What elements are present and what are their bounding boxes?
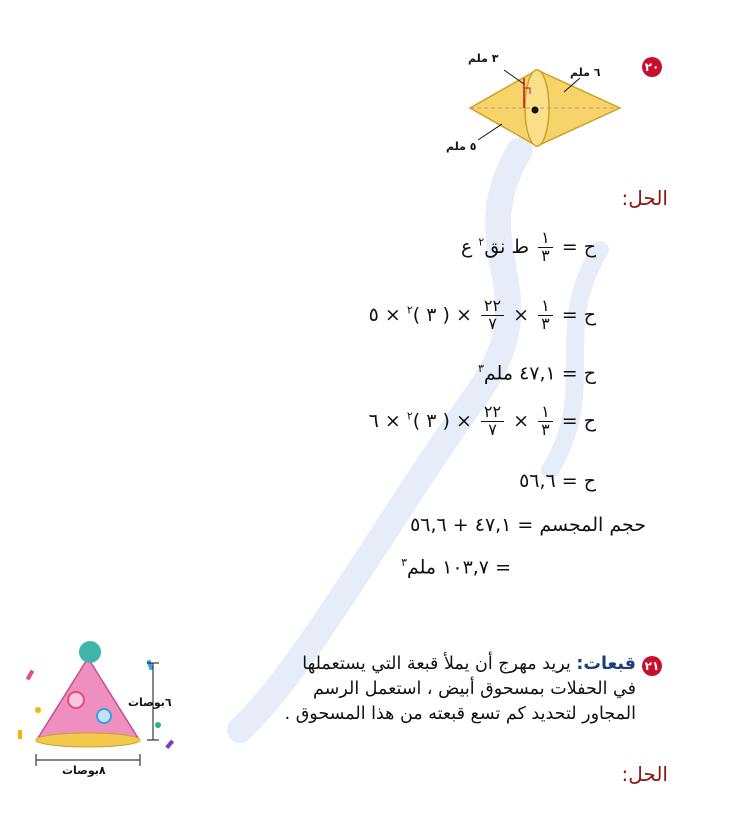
question-21-text	[186, 652, 636, 727]
eq7-sup: ٣	[401, 556, 407, 569]
eq2-f1-den: ٣	[541, 313, 550, 333]
eq4-f2-num: ٢٢	[481, 404, 504, 422]
question-21-number: ٢١	[644, 659, 660, 673]
eq1-frac-num: ١	[538, 230, 553, 248]
eq3-sup: ٣	[477, 362, 484, 375]
eq4-f1-den: ٣	[541, 419, 550, 439]
center-dot	[532, 107, 539, 114]
eq2-end: × ٥	[368, 303, 401, 326]
hat-height-label: ٦بوصات	[128, 696, 172, 709]
radius-leader	[504, 70, 524, 84]
eq4-end: × ٦	[368, 409, 401, 432]
eq2-sup: ٢	[406, 303, 413, 317]
equation-line-1	[461, 230, 596, 265]
equation-line-5	[519, 470, 596, 492]
problem-title: قبعات:	[576, 654, 636, 674]
eq7-value: ١٠٣,٧ ملم	[407, 556, 490, 579]
eq4-lhs: ح =	[561, 409, 596, 432]
problem-line-2: في الحفلات بمسحوق أبيض ، استعمل الرسم	[313, 679, 636, 699]
equation-line-4	[369, 404, 596, 439]
equation-line-7	[401, 556, 511, 578]
eq2-fraction-2	[481, 298, 504, 333]
height-leader	[478, 124, 502, 140]
eq2-lhs: ح =	[561, 303, 596, 326]
solution-label-20: الحل:	[621, 186, 668, 210]
eq1-frac-den: ٣	[541, 245, 550, 265]
question-20-badge	[642, 57, 662, 77]
problem-line-3: المجاور لتحديد كم تسع قبعته من هذا المسحوق .	[284, 704, 636, 724]
hat-cone	[38, 658, 138, 738]
hat-pompom	[79, 641, 101, 663]
eq3-value: ٤٧,١ ملم	[483, 362, 556, 385]
hat-brim	[36, 733, 140, 747]
eq5-value: ٥٦,٦	[519, 470, 556, 492]
hat-base-label: ٨بوصات	[62, 764, 106, 777]
eq3-lhs: ح =	[561, 362, 596, 385]
equation-line-3	[478, 362, 596, 384]
eq1-fraction	[538, 230, 553, 265]
eq4-fraction-1	[538, 404, 553, 439]
eq1-lhs: ح =	[561, 235, 596, 258]
problem-text-1: يريد مهرج أن يملأ قبعة التي يستعملها	[302, 654, 571, 674]
problem-line-1	[186, 652, 636, 677]
eq4-sup: ٢	[406, 409, 413, 423]
eq2-times-1: ×	[513, 303, 530, 326]
eq4-paren: ( ٣ )	[412, 409, 450, 432]
eq2-fraction-1	[538, 298, 553, 333]
solution-label-21: الحل:	[621, 762, 668, 786]
eq7-equals: =	[495, 556, 511, 579]
equation-line-2	[369, 298, 596, 333]
eq2-paren: ( ٣ )	[412, 303, 450, 326]
eq2-f2-den: ٧	[488, 313, 497, 333]
question-21-badge	[642, 656, 662, 676]
eq5-lhs: ح =	[561, 470, 596, 492]
eq4-f2-den: ٧	[488, 419, 497, 439]
eq4-times-1: ×	[513, 409, 530, 432]
eq1-end: ع	[461, 235, 473, 258]
eq1-sup: ٢	[478, 235, 485, 249]
equation-line-6: حجم المجسم = ٤٧,١ + ٥٦,٦	[410, 514, 646, 536]
height-label: ٥ ملم	[446, 140, 477, 153]
eq2-times-2: ×	[455, 303, 472, 326]
hat-swirl	[68, 692, 84, 708]
eq4-times-2: ×	[455, 409, 472, 432]
radius-label: ٣ ملم	[468, 52, 499, 65]
eq4-f1-num: ١	[538, 404, 553, 422]
eq1-rest: ط نق	[484, 235, 530, 258]
eq2-f1-num: ١	[538, 298, 553, 316]
eq2-f2-num: ٢٢	[481, 298, 504, 316]
eq4-fraction-2	[481, 404, 504, 439]
slant-label: ٦ ملم	[570, 66, 601, 79]
question-20-number: ٢٠	[644, 60, 660, 74]
hat-swirl	[97, 709, 111, 723]
